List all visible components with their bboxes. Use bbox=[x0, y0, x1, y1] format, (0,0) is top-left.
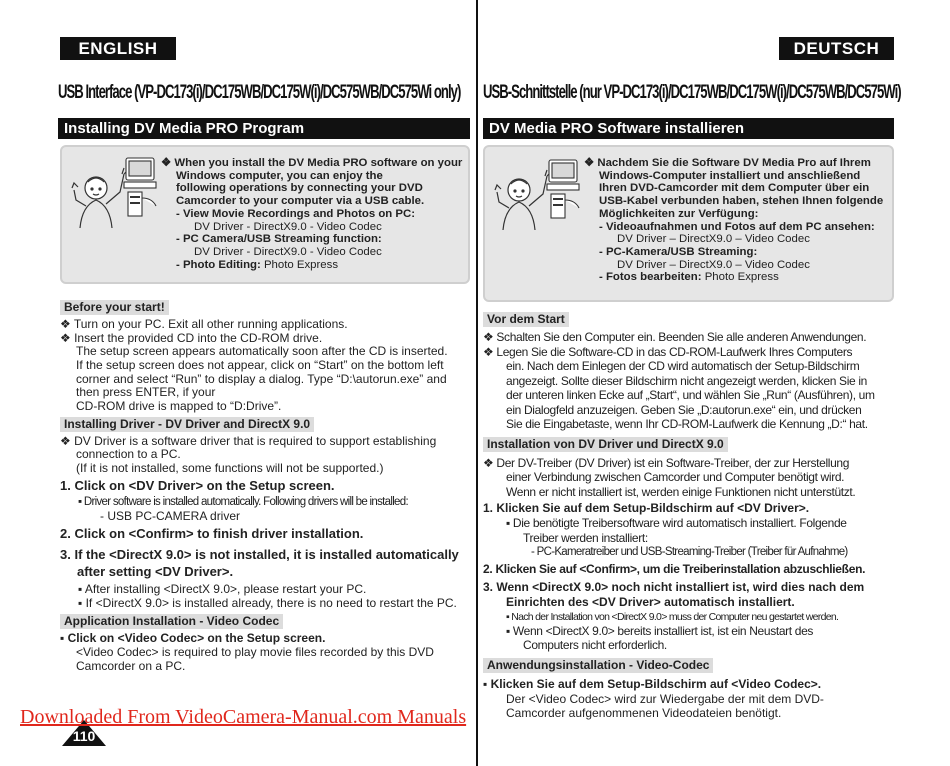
pointing-person-illustration bbox=[489, 154, 585, 232]
before-line: ein. Nach dem Einlegen der CD wird automatisch der Setup-Bildschirm bbox=[506, 359, 860, 373]
intro-line: Windows computer, you can enjoy the bbox=[176, 169, 383, 182]
intro-text-english bbox=[161, 157, 466, 271]
before-line: then press ENTER, if your bbox=[76, 385, 216, 399]
language-label-deutsch: DEUTSCH bbox=[779, 37, 894, 60]
step-1-sub: ▪ Die benötigte Treibersoftware wird automatisch installiert. Folgende bbox=[506, 516, 847, 530]
step-1-sub-driver: - USB PC-CAMERA driver bbox=[100, 509, 241, 523]
intro-line: Möglichkeiten zur Verfügung: bbox=[599, 207, 759, 220]
driver-line: ❖ DV Driver is a software driver that is required to support establishing bbox=[60, 434, 437, 448]
page-title-deutsch: USB-Schnittstelle (nur VP-DC173(i)/DC175WB/DC175W(i)/DC575WB/DC575Wi) bbox=[483, 82, 901, 103]
intro-line: - View Movie Recordings and Photos on PC: bbox=[176, 207, 416, 220]
intro-line: DV Driver – DirectX9.0 – Video Codec bbox=[617, 233, 810, 246]
driver-line: Wenn er nicht installiert ist, werden einige Funktionen nicht unterstützt. bbox=[506, 485, 856, 499]
photo-editing-label: - Fotos bearbeiten: bbox=[599, 271, 702, 284]
step-3-sub: ▪ Wenn <DirectX 9.0> bereits installiert ist, ist ein Neustart des bbox=[506, 624, 814, 638]
before-line: ein Dialogfeld anzuzeigen. Geben Sie „D:autorun.exe“ ein, und drücken bbox=[506, 403, 862, 417]
app-install-label-english: Application Installation - Video Codec bbox=[60, 614, 283, 629]
step-3-sub: ▪ If <DirectX 9.0> is installed already, there is no need to restart the PC. bbox=[78, 596, 457, 610]
section-header-deutsch: DV Media PRO Software installieren bbox=[483, 118, 894, 139]
app-install-label-deutsch: Anwendungsinstallation - Video-Codec bbox=[483, 658, 713, 673]
driver-line: ❖ Der DV-Treiber (DV Driver) ist ein Software-Treiber, der zur Herstellung bbox=[483, 456, 850, 470]
intro-line: - PC-Kamera/USB Streaming: bbox=[599, 245, 758, 258]
app-install-line: <Video Codec> is required to play movie files recorded by this DVD bbox=[76, 645, 434, 659]
before-line: ❖ Turn on your PC. Exit all other running applications. bbox=[60, 317, 348, 331]
app-install-line: Der <Video Codec> wird zur Wiedergabe der mit dem DVD- bbox=[506, 692, 824, 706]
intro-line: ❖ Nachdem Sie die Software DV Media Pro auf Ihrem bbox=[584, 157, 871, 169]
intro-line: following operations by connecting your DVD bbox=[176, 182, 423, 195]
step-1-sub-cont: Treiber werden installiert: bbox=[523, 531, 648, 545]
intro-line: USB-Kabel verbunden haben, stehen Ihnen folgende bbox=[599, 195, 884, 208]
driver-label-english: Installing Driver - DV Driver and DirectX 9.0 bbox=[60, 417, 314, 432]
driver-line: einer Verbindung zwischen Camcorder und Computer benötigt wird. bbox=[506, 470, 845, 484]
before-line: Sie die Eingabetaste, wenn Ihr CD-ROM-Laufwerk die Kennung „D:“ hat. bbox=[506, 417, 868, 431]
before-start-label-deutsch: Vor dem Start bbox=[483, 312, 569, 327]
intro-text-deutsch bbox=[584, 157, 890, 284]
step-3-english-cont: after setting <DV Driver>. bbox=[77, 564, 234, 579]
app-install-bullet: ▪ Click on <Video Codec> on the Setup screen. bbox=[60, 631, 326, 645]
step-3-sub: ▪ After installing <DirectX 9.0>, please restart your PC. bbox=[78, 582, 367, 596]
app-install-line: Camcorder aufgenommenen Videodateien benötigt. bbox=[506, 706, 782, 720]
step-1-deutsch: 1. Klicken Sie auf dem Setup-Bildschirm auf <DV Driver>. bbox=[483, 501, 810, 515]
intro-line: - PC Camera/USB Streaming function: bbox=[176, 233, 382, 246]
intro-line: Windows-Computer installiert und anschließend bbox=[599, 169, 861, 182]
before-line: ❖ Insert the provided CD into the CD-ROM drive. bbox=[60, 331, 323, 345]
photo-editing-value: Photo Express bbox=[701, 271, 779, 284]
page-number: 110 bbox=[72, 728, 96, 744]
intro-line: Ihren DVD-Camcorder mit dem Computer über ein bbox=[599, 182, 870, 195]
intro-line: DV Driver – DirectX9.0 – Video Codec bbox=[617, 258, 810, 271]
intro-line: - Videoaufnahmen und Fotos auf dem PC ansehen: bbox=[599, 220, 875, 233]
app-install-line: Camcorder on a PC. bbox=[76, 659, 186, 673]
before-line: ❖ Schalten Sie den Computer ein. Beenden Sie alle anderen Anwendungen. bbox=[483, 330, 867, 344]
before-line: der unteren linken Ecke auf „Start“, und wählen Sie „Run“ (Ausführen), um bbox=[506, 388, 875, 402]
before-line: CD-ROM drive is mapped to “D:Drive”. bbox=[76, 399, 282, 413]
step-1-english: 1. Click on <DV Driver> on the Setup screen. bbox=[60, 478, 335, 493]
step-2-deutsch: 2. Klicken Sie auf <Confirm>, um die Treiberinstallation abzuschließen. bbox=[483, 562, 866, 576]
intro-line: ❖ When you install the DV Media PRO software on your bbox=[161, 157, 463, 169]
before-line: ❖ Legen Sie die Software-CD in das CD-ROM-Laufwerk Ihres Computers bbox=[483, 345, 853, 359]
step-3-sub: ▪ Nach der Installation von <DirectX 9.0> muss der Computer neu gestartet werden. bbox=[506, 611, 839, 623]
intro-line: DV Driver - DirectX9.0 - Video Codec bbox=[194, 245, 382, 258]
step-1-sub: ▪ Driver software is installed automatically. Following drivers will be installed: bbox=[78, 496, 408, 508]
photo-editing-value: Photo Express bbox=[260, 258, 339, 271]
step-3-sub-cont: Computers nicht erforderlich. bbox=[523, 638, 667, 652]
page-title-english: USB Interface (VP-DC173(i)/DC175WB/DC175W(i)/DC575WB/DC575Wi only) bbox=[58, 82, 461, 103]
before-line: If the setup screen does not appear, click on “Start” on the bottom left bbox=[76, 358, 444, 372]
driver-label-deutsch: Installation von DV Driver und DirectX 9.0 bbox=[483, 437, 728, 452]
intro-line: Camcorder to your computer via a USB cable. bbox=[176, 195, 425, 208]
pointing-person-illustration bbox=[66, 152, 162, 230]
step-3-deutsch-cont: Einrichten des <DV Driver> automatisch installiert. bbox=[506, 595, 795, 609]
language-label-english: ENGLISH bbox=[60, 37, 176, 60]
driver-line: connection to a PC. bbox=[76, 447, 181, 461]
driver-line: (If it is not installed, some functions will not be supported.) bbox=[76, 461, 384, 475]
page-divider bbox=[476, 0, 478, 766]
before-start-label-english: Before your start! bbox=[60, 300, 169, 315]
intro-line: DV Driver - DirectX9.0 - Video Codec bbox=[194, 220, 382, 233]
step-3-deutsch: 3. Wenn <DirectX 9.0> noch nicht installiert ist, wird dies nach dem bbox=[483, 580, 865, 594]
section-header-english: Installing DV Media PRO Program bbox=[58, 118, 470, 139]
before-line: The setup screen appears automatically soon after the CD is inserted. bbox=[76, 344, 448, 358]
step-1-sub-driver: - PC-Kameratreiber und USB-Streaming-Treiber (Treiber für Aufnahme) bbox=[531, 546, 848, 558]
step-3-english: 3. If the <DirectX 9.0> is not installed, it is installed automatically bbox=[60, 547, 459, 562]
step-2-english: 2. Click on <Confirm> to finish driver installation. bbox=[60, 526, 364, 541]
before-line: angezeigt. Sollte dieser Bildschirm nicht angezeigt werden, klicken Sie in bbox=[506, 374, 867, 388]
app-install-bullet: ▪ Klicken Sie auf dem Setup-Bildschirm auf <Video Codec>. bbox=[483, 677, 822, 691]
download-source-link[interactable]: Downloaded From VideoCamera-Manual.com Manuals bbox=[20, 706, 467, 728]
photo-editing-label: - Photo Editing: bbox=[176, 258, 261, 271]
before-line: corner and select “Run” to display a dialog. Type “D:\autorun.exe” and bbox=[76, 372, 447, 386]
